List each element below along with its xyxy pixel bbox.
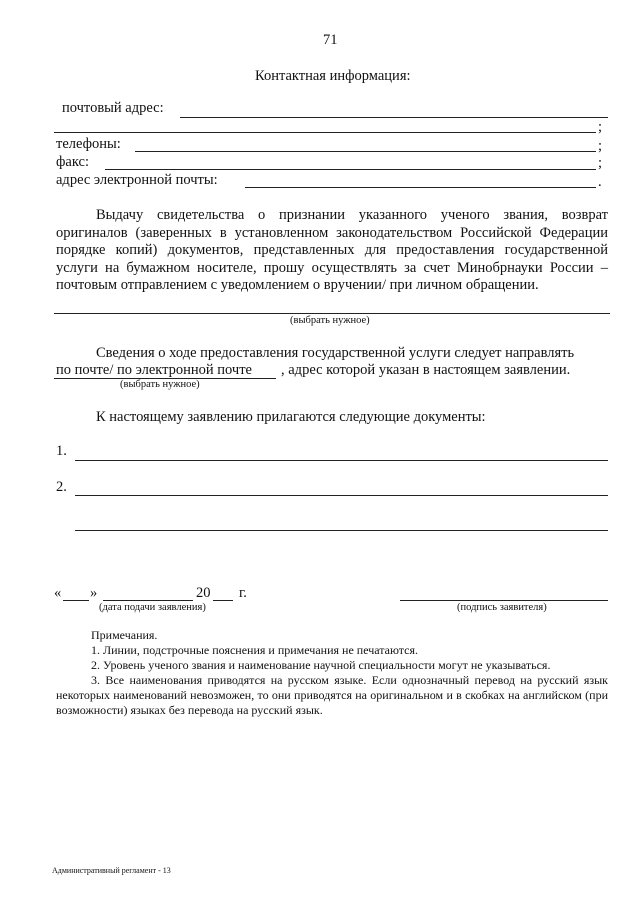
notes-block — [56, 628, 608, 718]
date-year-line[interactable] — [213, 600, 233, 601]
note-item-3: 3. Все наименования приводятся на русском языке. Если однозначный перевод на русский язык некоторых наименований невозможен, то они приводятся на оригинальном и в скобках на английском (при возможности) языках без перевода на русский язык. — [56, 673, 608, 717]
delivery-underline — [54, 313, 610, 314]
page-number: 71 — [323, 32, 338, 48]
attachment-line-1[interactable] — [75, 460, 608, 461]
postal-semicolon: ; — [598, 119, 603, 135]
signature-line[interactable] — [400, 600, 608, 601]
signature-caption: (подпись заявителя) — [457, 602, 547, 613]
email-line[interactable] — [245, 187, 596, 188]
email-label: адрес электронной почты: — [56, 172, 218, 188]
attachment-number-2: 2. — [56, 479, 67, 495]
progress-hint: (выбрать нужное) — [120, 379, 200, 390]
note-item-1: 1. Линии, подстрочные пояснения и примечания не печатаются. — [91, 643, 419, 657]
phones-label: телефоны: — [56, 136, 121, 152]
delivery-paragraph: Выдачу свидетельства о признании указанного ученого звания, возврат оригиналов (заверенных в установленном законодательством Российской Федерации порядке копий) документов, представленных для предоставления государственной услуги на бумажном носителе, прошу осуществлять за счет Минобрнауки России – почтовым отправлением с уведомлением о вручении/ при личном обращении. — [56, 207, 608, 293]
progress-info-rest: , адрес которой указан в настоящем заявлении. — [281, 362, 571, 378]
progress-info-option[interactable]: по почте/ по электронной почте — [56, 362, 252, 378]
notes-title: Примечания. — [91, 628, 158, 642]
date-caption: (дата подачи заявления) — [99, 602, 206, 613]
date-month-line[interactable] — [103, 600, 193, 601]
date-open-quote: « — [54, 585, 62, 601]
phones-semicolon: ; — [598, 138, 603, 154]
attachment-line-3[interactable] — [75, 530, 608, 531]
fax-semicolon: ; — [598, 155, 603, 171]
postal-address-line-2[interactable] — [54, 132, 596, 133]
fax-label: факс: — [56, 154, 89, 170]
note-item-2: 2. Уровень ученого звания и наименование научной специальности могут не указываться. — [91, 658, 551, 672]
postal-address-line[interactable] — [180, 117, 608, 118]
contacts-heading: Контактная информация: — [255, 68, 411, 84]
phones-line[interactable] — [135, 151, 596, 152]
progress-info-line1: Сведения о ходе предоставления государственной услуги следует направлять — [96, 345, 575, 361]
date-year-prefix: 20 — [196, 585, 211, 601]
date-year-suffix: г. — [239, 585, 247, 601]
delivery-hint: (выбрать нужное) — [290, 315, 370, 326]
attachment-line-2[interactable] — [75, 495, 608, 496]
fax-line[interactable] — [105, 169, 596, 170]
email-period: . — [598, 174, 602, 190]
attachment-number-1: 1. — [56, 443, 67, 459]
date-close-quote: » — [90, 585, 98, 601]
date-day-line[interactable] — [63, 600, 89, 601]
attachments-heading: К настоящему заявлению прилагаются следующие документы: — [96, 409, 486, 425]
footer-text: Административный регламент - 13 — [52, 866, 171, 875]
postal-address-label: почтовый адрес: — [62, 100, 164, 116]
